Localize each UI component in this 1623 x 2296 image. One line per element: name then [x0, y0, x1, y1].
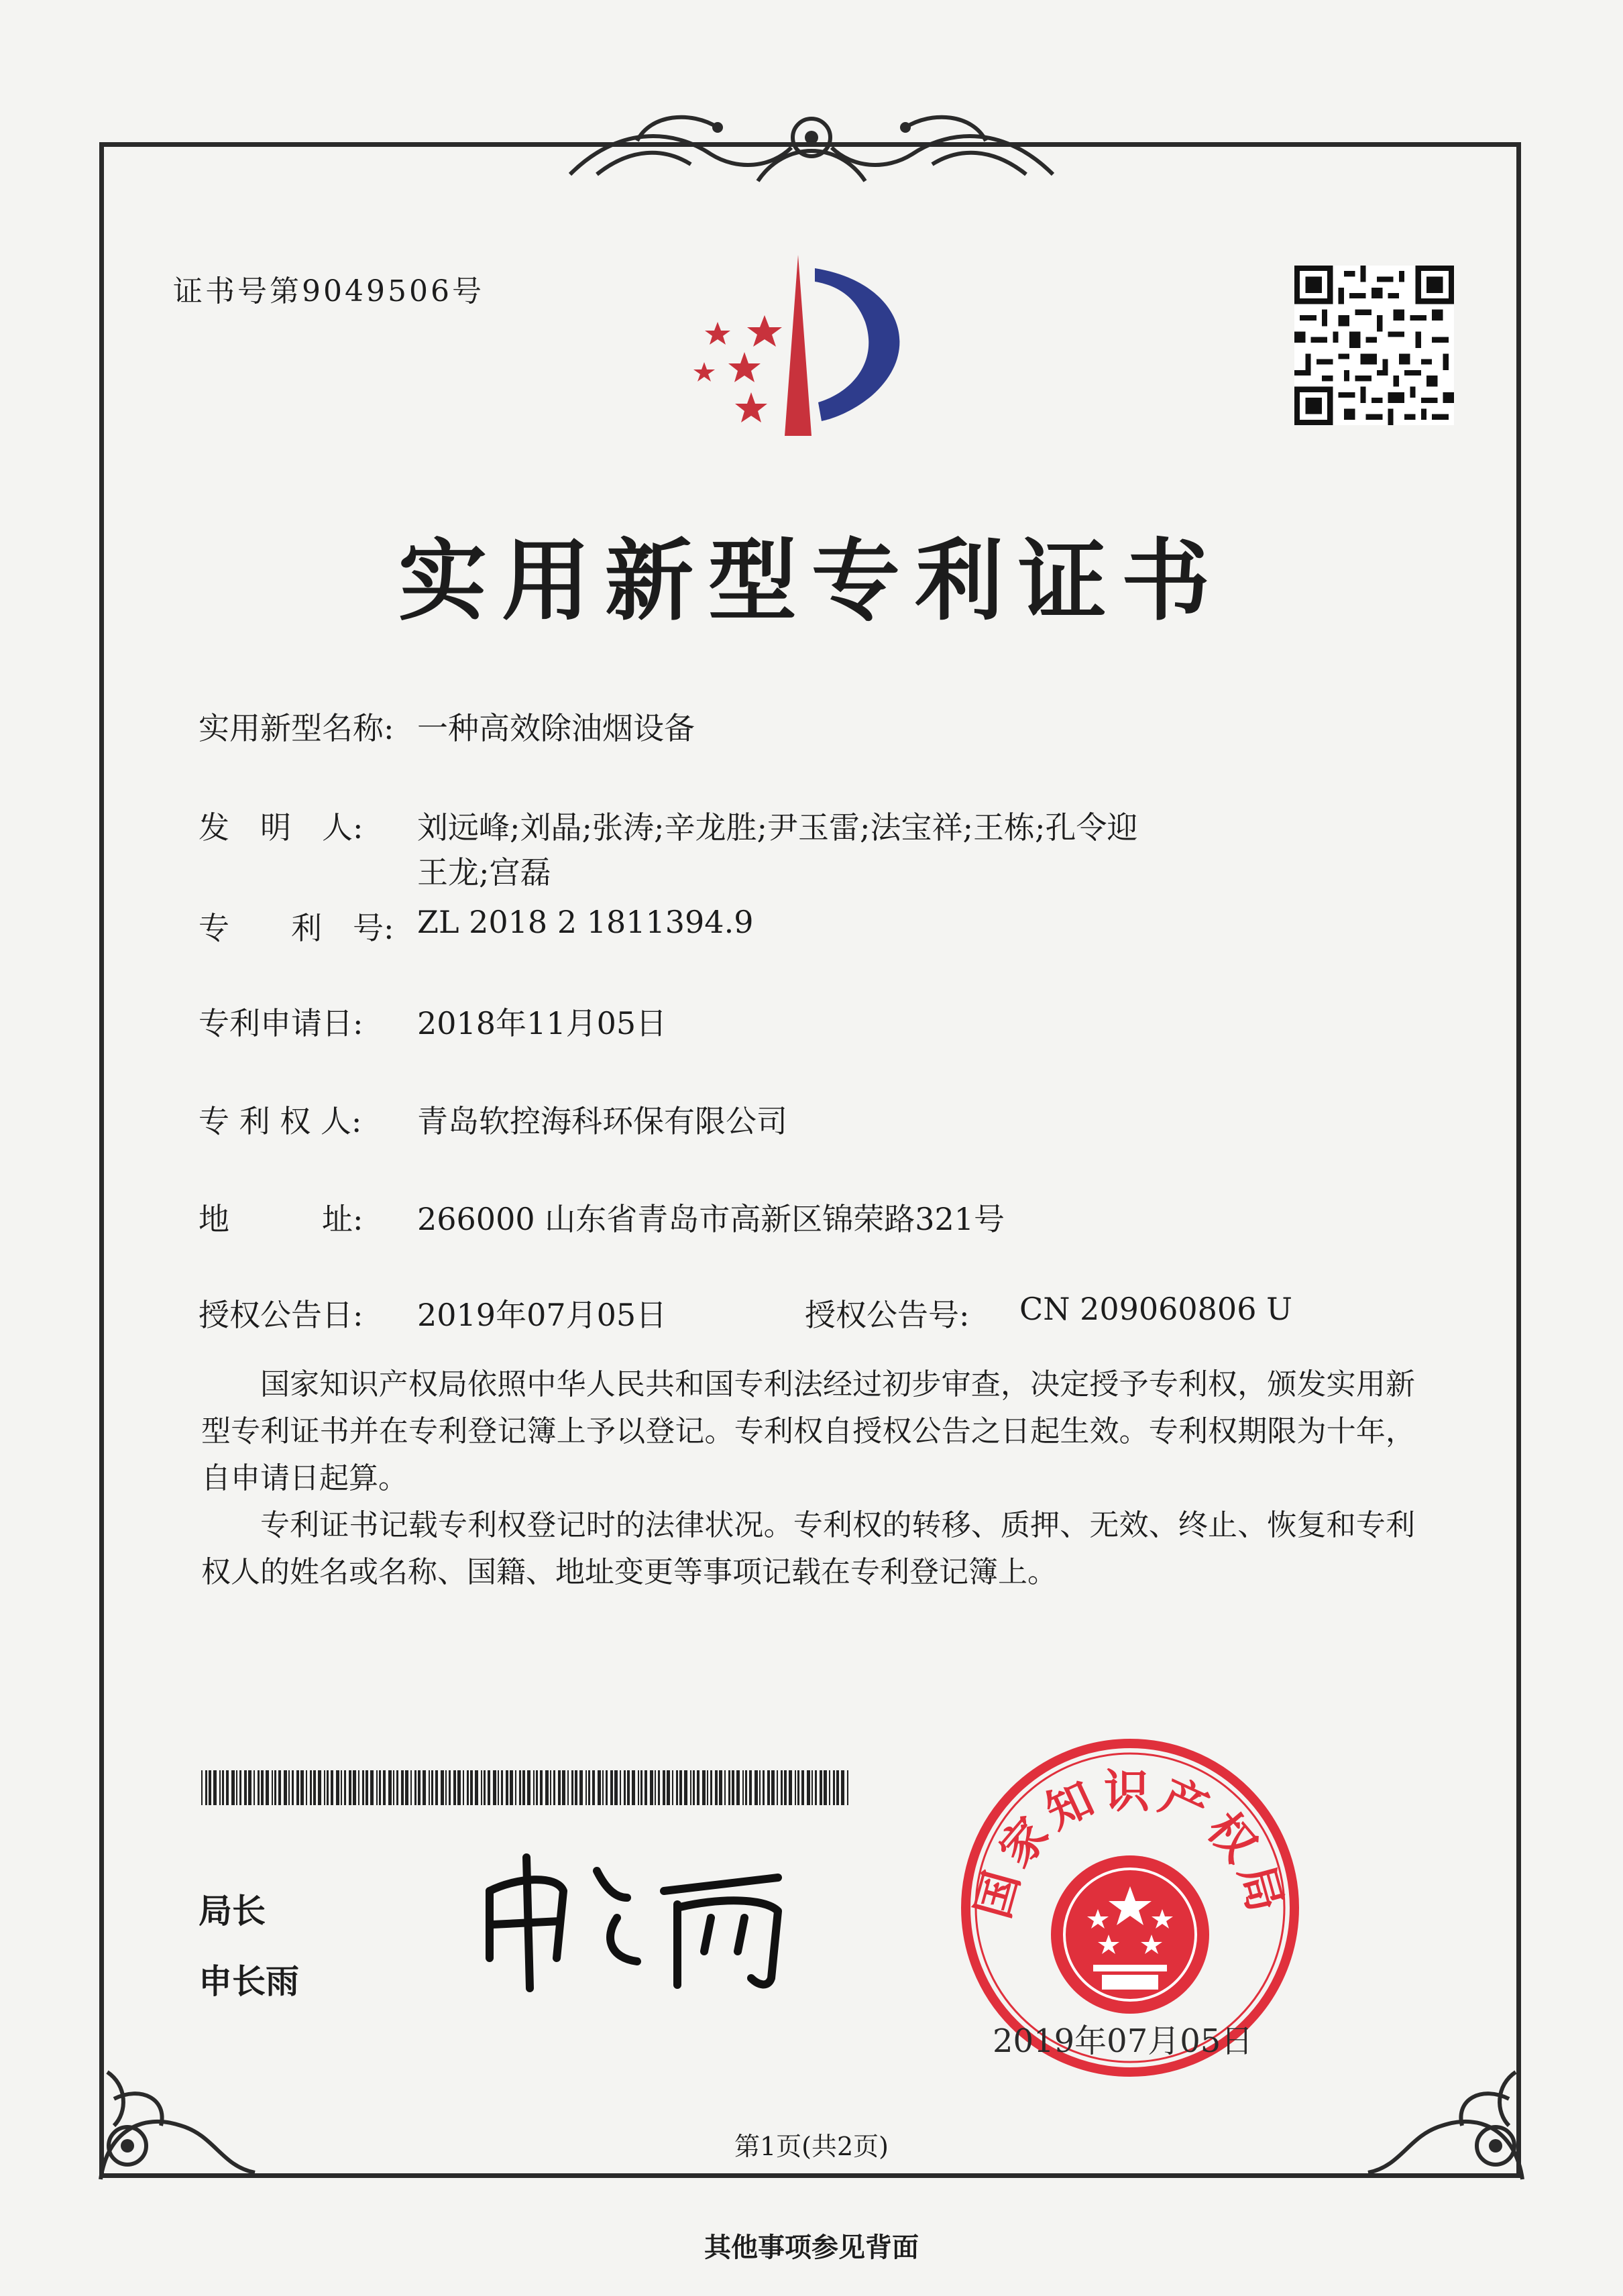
field-value: 青岛软控海科环保有限公司 — [417, 1103, 787, 1139]
field-label: 授权公告日: — [199, 1297, 363, 1333]
field-label: 专利申请日: — [199, 1005, 363, 1041]
field-label: 专 利 号: — [199, 910, 394, 946]
field-value: 王龙;宫磊 — [417, 854, 551, 891]
field-value: ZL 2018 2 1811394.9 — [417, 904, 754, 940]
page-number: 第1页(共2页) — [734, 2132, 889, 2161]
footer-note: 其他事项参见背面 — [704, 2232, 919, 2263]
signatory-title: 局长 — [199, 1892, 266, 1931]
certificate-title: 实用新型专利证书 — [398, 530, 1225, 633]
field-value: CN 209060806 U — [1019, 1291, 1292, 1327]
field-label: 地 址: — [199, 1201, 363, 1237]
signatory-name: 申长雨 — [199, 1962, 299, 2001]
signature-icon — [463, 1844, 812, 1998]
field-label: 授权公告号: — [805, 1297, 970, 1333]
cnipa-emblem-icon — [677, 248, 959, 449]
field-value: 刘远峰;刘晶;张涛;辛龙胜;尹玉雷;法宝祥;王栋;孔令迎 — [417, 809, 1138, 846]
top-ornament-icon — [557, 101, 1066, 194]
barcode-icon — [201, 1770, 852, 1805]
certificate-number: 证书号第9049506号 — [173, 274, 484, 308]
field-value: 266000 山东省青岛市高新区锦荣路321号 — [417, 1201, 1005, 1237]
seal-date: 2019年07月05日 — [993, 2022, 1253, 2060]
qr-code-icon — [1294, 266, 1454, 425]
statement-paragraph-2: 专利证书记载专利权登记时的法律状况。专利权的转移、质押、无效、终止、恢复和专利权人的姓名或名称、国籍、地址变更等事项记载在专利登记簿上。 — [201, 1508, 1415, 1589]
field-label: 专 利 权 人: — [199, 1103, 362, 1139]
seal-text: 国家知识产权局 — [966, 1766, 1294, 1925]
field-value: 2019年07月05日 — [417, 1297, 667, 1333]
statement-paragraph-1: 国家知识产权局依照中华人民共和国专利法经过初步审查，决定授予专利权，颁发实用新型专利证书并在专利登记簿上予以登记。专利权自授权公告之日起生效。专利权期限为十年，自申请日起算。 — [201, 1367, 1415, 1495]
field-label: 实用新型名称: — [199, 710, 394, 746]
field-label: 发 明 人: — [199, 809, 363, 846]
field-value: 一种高效除油烟设备 — [417, 710, 695, 746]
field-value: 2018年11月05日 — [417, 1005, 667, 1041]
